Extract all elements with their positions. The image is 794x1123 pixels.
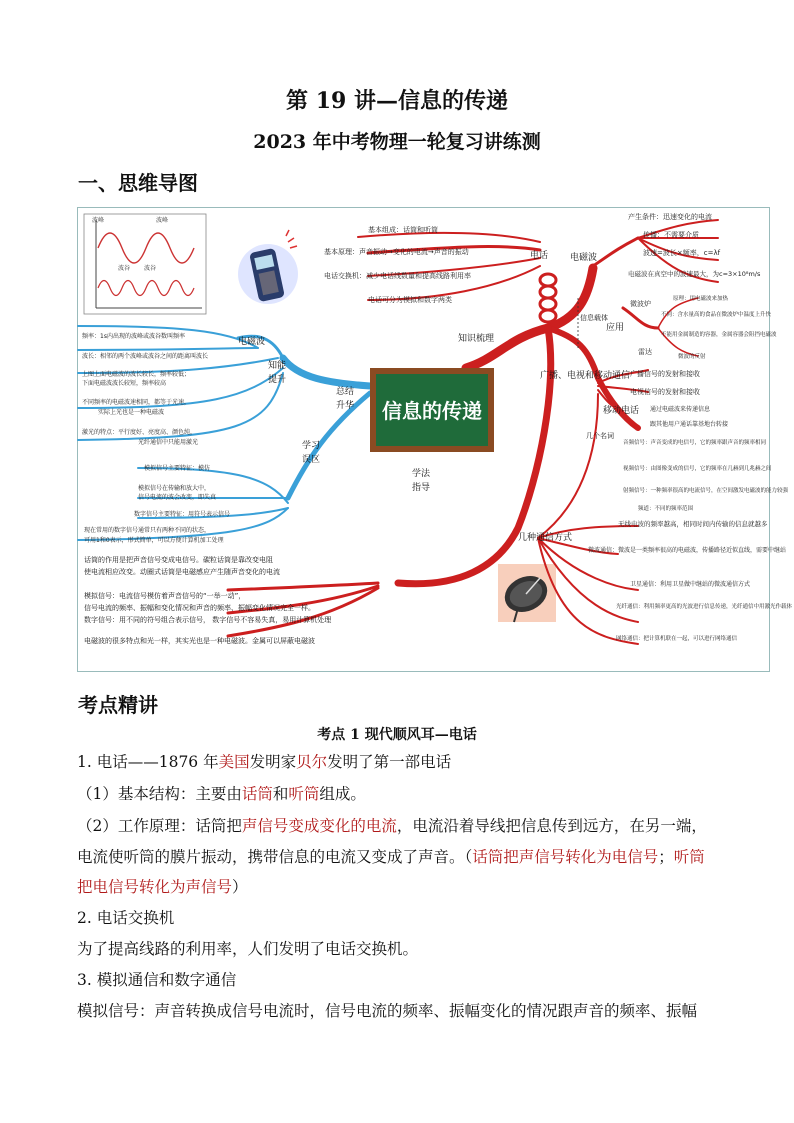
paragraph-9: 模拟信号：声音转换成信号电流时，信号电流的频率、振幅变化的情况跟声音的频率、振幅 (77, 1002, 698, 1020)
broadcast-item: 广播信号的发射和接收 (630, 370, 700, 378)
left-em-item: 不同频率的电磁波速相同，都等于光速， (82, 399, 191, 406)
phone-item: 基本原理：声音振动→变化的电流→声音的振动 (324, 248, 469, 256)
comm-item: 微波通信：微波是一类频率很高的电磁波，传播路径近似直线，需要中继站 (588, 547, 787, 554)
app-item: 微波炉 (630, 300, 651, 308)
phone-item: 电话交换机：减少电话线数量和提高线路利用率 (324, 272, 471, 280)
bottom-item: 使电流相应改变。动圈式话筒是电磁感应产生随声音变化的电流 (84, 568, 280, 576)
wave-label-peak2: 波峰 (156, 217, 169, 224)
branch-mistakes-1: 学习 (302, 441, 321, 451)
branch-em-wave: 电磁波 (570, 253, 598, 263)
branch-ability-2: 提升 (268, 375, 287, 385)
branch-mobile: 移动电话 (603, 406, 640, 416)
term-item: 视频信号：由图像变成的信号，它的频率在几赫到几兆赫之间 (623, 466, 772, 472)
broadcast-item: 电视信号的发射和接收 (630, 388, 700, 396)
keypoint-1-heading: 考点 1 现代顺风耳—电话 (317, 727, 477, 743)
mistake-item: 现在常用的数字信号通常只有两种不同的状态， (84, 527, 211, 534)
branch-method-1: 学法 (412, 469, 431, 479)
paragraph-1: 1. 电话——1876 年美国发明家贝尔发明了第一部电话 (77, 753, 452, 771)
left-em-item: 激光的特点：平行度好、亮度高、颜色纯， (82, 429, 197, 436)
app-item: 微波的反射 (678, 354, 706, 360)
em-item: 波速=波长×频率，c=λf (643, 249, 721, 257)
branch-info-carrier: 信息载体 (580, 314, 608, 322)
branch-summary-2: 升华 (336, 401, 355, 411)
paragraph-8: 3. 模拟通信和数字通信 (77, 971, 237, 989)
comm-item: 光纤通信：利用频率更高的光波进行信息传递，光纤通信中用激光作载体 (616, 604, 793, 610)
em-item: 产生条件：迅速变化的电流 (628, 213, 712, 221)
branch-method-2: 指导 (412, 483, 431, 493)
paragraph-5: 把电信号转化为声信号） (77, 878, 248, 896)
paragraph-7: 为了提高线路的利用率，人们发明了电话交换机。 (77, 940, 419, 958)
page-title: 第 19 讲—信息的传递 (286, 88, 508, 114)
section-heading-mindmap: 一、思维导图 (78, 171, 198, 195)
branch-broadcast: 广播、电视和移动通信 (540, 371, 631, 381)
comm-item: 无线电波的频率越高，相同时间内传输的信息就越多 (618, 520, 768, 528)
branch-terms: 几个名词 (586, 432, 614, 440)
wave-diagram (84, 214, 206, 314)
app-item: 不同：含水量高的食品在微波炉中温度上升快 (661, 312, 772, 318)
left-em-item: 下面电磁波波长较短，频率较高 (82, 380, 167, 387)
phone-item: 电话可分为模拟和数字两类 (368, 296, 452, 304)
wave-label-trough1: 波谷 (118, 265, 131, 272)
mistake-item: 模拟信号在传输和放大中， (138, 485, 211, 492)
bottom-item: 电磁波的很多特点和光一样，其实光也是一种电磁波。金属可以屏蔽电磁波 (84, 637, 315, 645)
branch-mistakes-2: 误区 (302, 455, 321, 465)
center-topic-board (370, 368, 494, 452)
comm-item: 网络通信：把计算机联在一起，可以进行网络通信 (616, 636, 738, 642)
branch-em-left: 电磁波 (238, 337, 266, 347)
term-item: 音频信号：声音变成的电信号，它的频率跟声音的频率相同 (623, 440, 767, 446)
comm-item: 卫星通信：利用卫星做中继站的微波通信方式 (630, 581, 751, 588)
mind-map-figure (77, 207, 793, 672)
em-item: 传播：不需要介质 (643, 231, 699, 239)
center-topic: 信息的传递 (382, 399, 482, 423)
left-em-item: 频率：1s内出现的波峰或波谷数叫频率 (82, 333, 185, 340)
mistake-item: 模拟信号主要特征：模仿 (144, 465, 211, 472)
mistake-item: 可用1和0表示，形式简单，可以方便计算机加工处理 (84, 537, 224, 544)
left-em-item: 光纤通信中只能用激光 (138, 439, 199, 446)
app-item: 原理：用电磁波来加热 (673, 296, 729, 302)
app-item: 雷达 (638, 348, 652, 356)
broadcast-item: 跟其他用户通话靠基地台转接 (650, 421, 729, 428)
branch-summary-1: 总结 (336, 387, 355, 397)
paragraph-2: （1）基本结构：主要由话筒和听筒组成。 (77, 785, 366, 803)
branch-application: 应用 (606, 323, 625, 333)
branch-knowledge: 知识梳理 (458, 334, 495, 344)
bottom-item: 数字信号：用不同的符号组合表示信号， 数字信号不容易失真，易用计算机处理 (84, 616, 332, 624)
paragraph-4: 电流使听筒的膜片振动，携带信息的电流又变成了声音。（话筒把声信号转化为电信号；听筒 (77, 848, 705, 866)
page-subtitle: 2023 年中考物理一轮复习讲练测 (253, 131, 541, 153)
paragraph-3: （2）工作原理：话筒把声信号变成变化的电流，电流沿着导线把信息传到远方，在另一端， (77, 817, 707, 835)
wave-label-peak1: 波峰 (92, 217, 105, 224)
branch-ability-1: 知能 (268, 361, 287, 371)
bottom-item: 信号电流的频率、振幅和变化情况和声音的频率、振幅变化情况完全一样。 (84, 604, 315, 612)
phone-item: 基本组成：话筒和听筒 (368, 226, 438, 234)
em-item: 电磁波在真空中的波速最大，为c=3×10⁸m/s (628, 270, 761, 278)
left-em-item: 上图上面电磁波的波长较长，频率较低； (82, 371, 191, 378)
left-em-item: 波长：相邻的两个波峰或波谷之间的距离叫波长 (82, 353, 209, 360)
branch-comm-methods: 几种通信方式 (518, 533, 573, 543)
mistake-item: 数字信号主要特征：用符号表示信号 (134, 511, 231, 518)
left-em-item: 实际上光也是一种电磁波 (98, 409, 165, 416)
broadcast-item: 通过电磁波来传递信息 (650, 406, 711, 413)
branch-telephone: 电话 (530, 251, 549, 261)
app-item: 不能用金属制造的容器，金属容器会阻挡电磁波 (661, 332, 777, 338)
paragraph-6: 2. 电话交换机 (77, 909, 175, 927)
bottom-item: 模拟信号：电流信号模仿着声音信号的“一举一动”， (84, 592, 246, 600)
term-item: 射频信号：一种频率很高的电流信号，在空间激发电磁波的能力较强 (623, 488, 789, 494)
wave-label-trough2: 波谷 (144, 265, 157, 272)
mistake-item: 信号电流的波会改变，即失真 (138, 494, 217, 501)
bottom-item: 话筒的作用是把声音信号变成电信号。碳粒话筒是靠改变电阻 (84, 556, 273, 564)
term-item: 频道：不同的频率范围 (638, 506, 694, 512)
section-heading-keypoints: 考点精讲 (78, 693, 158, 717)
